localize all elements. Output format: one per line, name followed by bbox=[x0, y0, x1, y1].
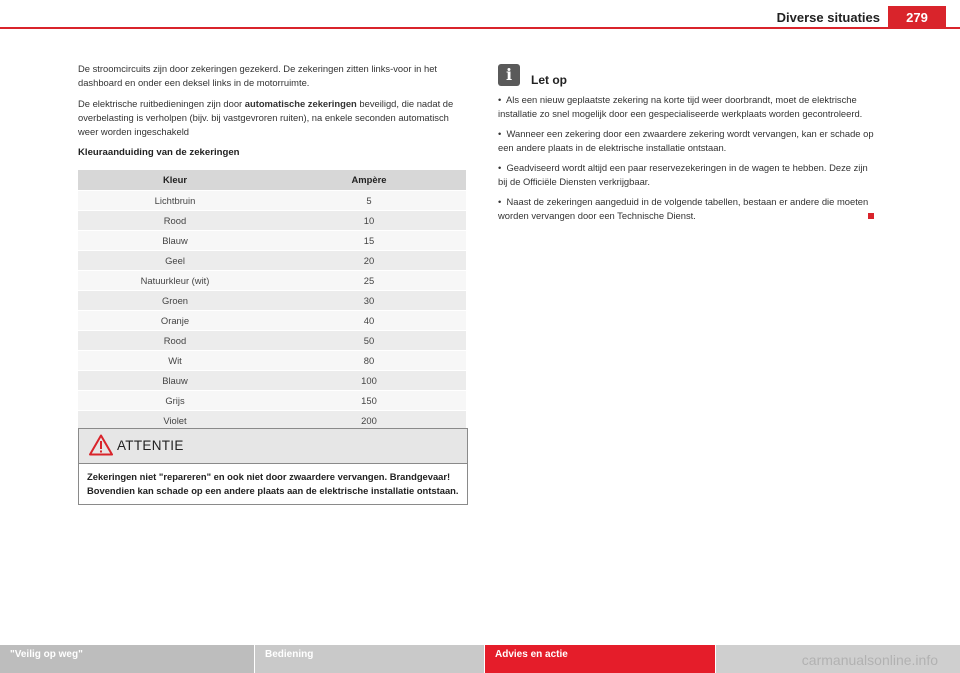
note-item-text: Als een nieuw geplaatste zekering na korte tijd weer doorbrandt, moet de elektrische installatie zo snel mogelijk door een gespecialiseerde werkplaats worden gecontroleerd. bbox=[498, 94, 863, 119]
warning-box bbox=[78, 428, 468, 505]
table-row bbox=[78, 351, 466, 371]
cell-ampere: 80 bbox=[272, 351, 466, 371]
footer-tab-safety[interactable]: "Veilig op weg" bbox=[0, 645, 254, 673]
table-row bbox=[78, 231, 466, 251]
cell-color: Grijs bbox=[78, 391, 272, 411]
cell-color: Wit bbox=[78, 351, 272, 371]
cell-color: Natuurkleur (wit) bbox=[78, 271, 272, 291]
cell-ampere: 25 bbox=[272, 271, 466, 291]
table-row bbox=[78, 251, 466, 271]
fuse-color-table bbox=[78, 170, 466, 431]
cell-ampere: 200 bbox=[272, 411, 466, 431]
cell-ampere: 30 bbox=[272, 291, 466, 311]
note-item-text: Geadviseerd wordt altijd een paar reservezekeringen in de wagen te hebben. Deze zijn bij de Officiële Diensten verkrijgbaar. bbox=[498, 162, 868, 187]
footer-tab-operation[interactable]: Bediening bbox=[255, 645, 484, 673]
cell-ampere: 10 bbox=[272, 211, 466, 231]
table-row bbox=[78, 391, 466, 411]
fuse-color-title: Kleuraanduiding van de zekeringen bbox=[78, 147, 240, 158]
cell-color: Blauw bbox=[78, 371, 272, 391]
note-list bbox=[498, 93, 874, 229]
page-number: 279 bbox=[888, 6, 946, 29]
footer-tab-advice[interactable]: Advies en actie bbox=[485, 645, 715, 673]
cell-ampere: 5 bbox=[272, 191, 466, 211]
table-row bbox=[78, 331, 466, 351]
cell-color: Rood bbox=[78, 331, 272, 351]
warning-title: ATTENTIE bbox=[117, 438, 184, 453]
para-text-a: De elektrische ruitbedieningen zijn door bbox=[78, 98, 245, 109]
warning-triangle-icon bbox=[89, 434, 113, 456]
cell-ampere: 100 bbox=[272, 371, 466, 391]
col-header-color: Kleur bbox=[78, 170, 272, 191]
para-text-bold: automatische zekeringen bbox=[244, 98, 357, 109]
header-rule bbox=[0, 27, 960, 29]
cell-color: Violet bbox=[78, 411, 272, 431]
cell-color: Oranje bbox=[78, 311, 272, 331]
cell-ampere: 20 bbox=[272, 251, 466, 271]
watermark: carmanualsonline.info bbox=[801, 652, 938, 668]
cell-ampere: 50 bbox=[272, 331, 466, 351]
info-icon: i bbox=[498, 64, 520, 86]
note-item: • Als een nieuw geplaatste zekering na korte tijd weer doorbrandt, moet de elektrische installatie zo snel mogelijk door een gespecialiseerde werkplaats worden gecontroleerd. bbox=[498, 94, 863, 119]
table-row bbox=[78, 311, 466, 331]
section-title: Diverse situaties bbox=[776, 10, 880, 25]
para-text-b: beveiligd, die nadat de overbelasting is verholpen (bijv. bij vastgevroren ruiten), na enkele seconden automatisch weer worden ingeschakeld bbox=[78, 98, 454, 137]
note-item: • Naast de zekeringen aangeduid in de volgende tabellen, bestaan er andere die moeten worden vervangen door een Technische Dienst. bbox=[498, 195, 874, 223]
cell-color: Lichtbruin bbox=[78, 191, 272, 211]
cell-color: Geel bbox=[78, 251, 272, 271]
cell-color: Rood bbox=[78, 211, 272, 231]
table-row bbox=[78, 211, 466, 231]
end-of-section-marker bbox=[868, 213, 874, 219]
note-item: • Wanneer een zekering door een zwaardere zekering wordt vervangen, kan er schade op een andere plaats in de elektrische installatie ontstaan. bbox=[498, 128, 874, 153]
table-row bbox=[78, 291, 466, 311]
table-row bbox=[78, 271, 466, 291]
note-item: • Geadviseerd wordt altijd een paar reservezekeringen in de wagen te hebben. Deze zijn bij de Officiële Diensten verkrijgbaar. bbox=[498, 162, 868, 187]
left-column bbox=[78, 62, 466, 431]
note-item-text: Wanneer een zekering door een zwaardere zekering wordt vervangen, kan er schade op een andere plaats in de elektrische installatie ontstaan. bbox=[498, 128, 874, 153]
note-item-text: Naast de zekeringen aangeduid in de volgende tabellen, bestaan er andere die moeten worden vervangen door een Technische Dienst. bbox=[498, 196, 869, 221]
warning-header bbox=[79, 429, 467, 464]
paragraph-fuse-location: De stroomcircuits zijn door zekeringen gezekerd. De zekeringen zitten links-voor in het dashboard en onder een deksel links in de motorruimte. bbox=[78, 63, 438, 88]
table-row bbox=[78, 191, 466, 211]
cell-color: Groen bbox=[78, 291, 272, 311]
cell-ampere: 40 bbox=[272, 311, 466, 331]
note-title: Let op bbox=[531, 73, 567, 87]
table-row bbox=[78, 371, 466, 391]
warning-text: Zekeringen niet "repareren" en ook niet door zwaardere vervangen. Brandgevaar! Bovendien kan schade op een andere plaats aan de elektrische installatie ontstaan. bbox=[87, 471, 459, 496]
cell-ampere: 150 bbox=[272, 391, 466, 411]
paragraph-auto-fuses bbox=[78, 97, 466, 139]
col-header-ampere: Ampère bbox=[272, 170, 466, 191]
cell-color: Blauw bbox=[78, 231, 272, 251]
cell-ampere: 15 bbox=[272, 231, 466, 251]
